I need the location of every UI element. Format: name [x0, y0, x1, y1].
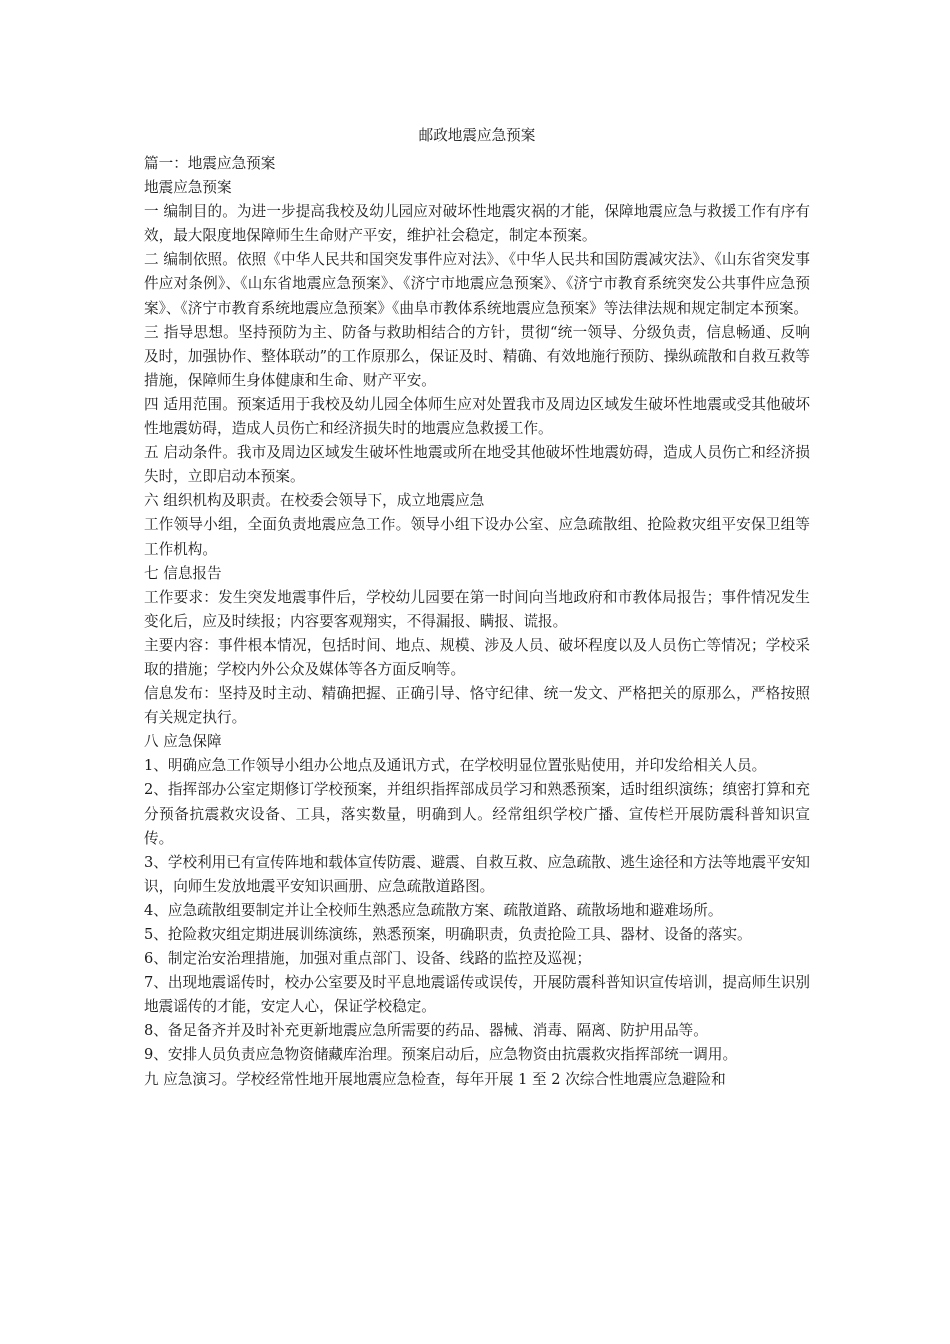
paragraph: 工作领导小组，全面负责地震应急工作。领导小组下设办公室、应急疏散组、抢险救灾组平安保卫组等工作机构。	[144, 516, 810, 558]
document-title: 邮政地震应急预案	[418, 127, 536, 144]
paragraph: 信息发布：坚持及时主动、精确把握、正确引导、恪守纪律、统一发文、严格把关的原那么，严格按照有关规定执行。	[144, 685, 810, 727]
paragraph: 地震应急预案	[144, 179, 232, 197]
list-item: 8、备足备齐并及时补充更新地震应急所需要的药品、器械、消毒、隔离、防护用品等。	[144, 1022, 708, 1040]
list-item: 1、明确应急工作领导小组办公地点及通讯方式，在学校明显位置张贴使用，并印发给相关人员。	[144, 757, 767, 775]
section-heading: 七 信息报告	[144, 564, 222, 582]
paragraph: 六 组织机构及职责。在校委会领导下，成立地震应急	[144, 492, 485, 510]
document-body	[144, 124, 810, 1092]
paragraph: 篇一：地震应急预案	[144, 155, 276, 172]
paragraph: 二 编制依照。依照《中华人民共和国突发事件应对法》、《中华人民共和国防震减灾法》、《山东省突发事件应对条例》、《山东省地震应急预案》、《济宁市地震应急预案》、《济宁市教育系统突发公共事件应急预案》、《济宁市教育系统地震应急预案》《曲阜市教体系统地震应急预案》等法律法规和规定制定本预案。	[144, 251, 810, 317]
paragraph: 主要内容：事件根本情况，包括时间、地点、规模、涉及人员、破坏程度以及人员伤亡等情况；学校采取的措施；学校内外公众及媒体等各方面反响等。	[144, 636, 810, 678]
list-item: 5、抢险救灾组定期进展训练演练，熟悉预案，明确职责，负责抢险工具、器材、设备的落实。	[144, 926, 752, 943]
list-item: 3、学校利用已有宣传阵地和载体宣传防震、避震、自救互救、应急疏散、逃生途径和方法等地震平安知识，向师生发放地震平安知识画册、应急疏散道路图。	[144, 853, 811, 895]
paragraph: 工作要求：发生突发地震事件后，学校幼儿园要在第一时间向当地政府和市教体局报告；事件情况发生变化后，应及时续报；内容要客观翔实，不得漏报、瞒报、谎报。	[144, 588, 810, 630]
paragraph: 九 应急演习。学校经常性地开展地震应急检查，每年开展 1 至 2 次综合性地震应急避险和	[144, 1070, 726, 1088]
paragraph: 三 指导思想。坚持预防为主、防备与救助相结合的方针，贯彻“统一领导、分级负责，信息畅通、反响及时，加强协作、整体联动”的工作原那么，保证及时、精确、有效地施行预防、操纵疏散和自救互救等措施，保障师生身体健康和生命、财产平安。	[144, 323, 810, 389]
section-heading: 八 应急保障	[144, 733, 222, 751]
paragraph: 五 启动条件。我市及周边区域发生破坏性地震或所在地受其他破坏性地震妨碍，造成人员伤亡和经济损失时，立即启动本预案。	[144, 444, 810, 486]
list-item: 9、安排人员负责应急物资储藏库治理。预案启动后，应急物资由抗震救灾指挥部统一调用。	[144, 1046, 738, 1064]
paragraph: 一 编制目的。为进一步提高我校及幼儿园应对破坏性地震灾祸的才能，保障地震应急与救援工作有序有效，最大限度地保障师生生命财产平安，维护社会稳定，制定本预案。	[144, 203, 810, 245]
list-item: 6、制定治安治理措施，加强对重点部门、设备、线路的监控及巡视；	[144, 950, 592, 968]
list-item: 2、指挥部办公室定期修订学校预案，并组织指挥部成员学习和熟悉预案，适时组织演练；缜密打算和充分预备抗震救灾设备、工具，落实数量，明确到人。经常组织学校广播、宣传栏开展防震科普知识宣传。	[144, 781, 811, 847]
list-item: 4、应急疏散组要制定并让全校师生熟悉应急疏散方案、疏散道路、疏散场地和避难场所。	[144, 901, 723, 919]
paragraph: 四 适用范围。预案适用于我校及幼儿园全体师生应对处置我市及周边区域发生破坏性地震或受其他破坏性地震妨碍，造成人员伤亡和经济损失时的地震应急救援工作。	[144, 395, 810, 438]
list-item: 7、出现地震谣传时，校办公室要及时平息地震谣传或误传，开展防震科普知识宣传培训，提高师生识别地震谣传的才能，安定人心，保证学校稳定。	[144, 974, 811, 1016]
